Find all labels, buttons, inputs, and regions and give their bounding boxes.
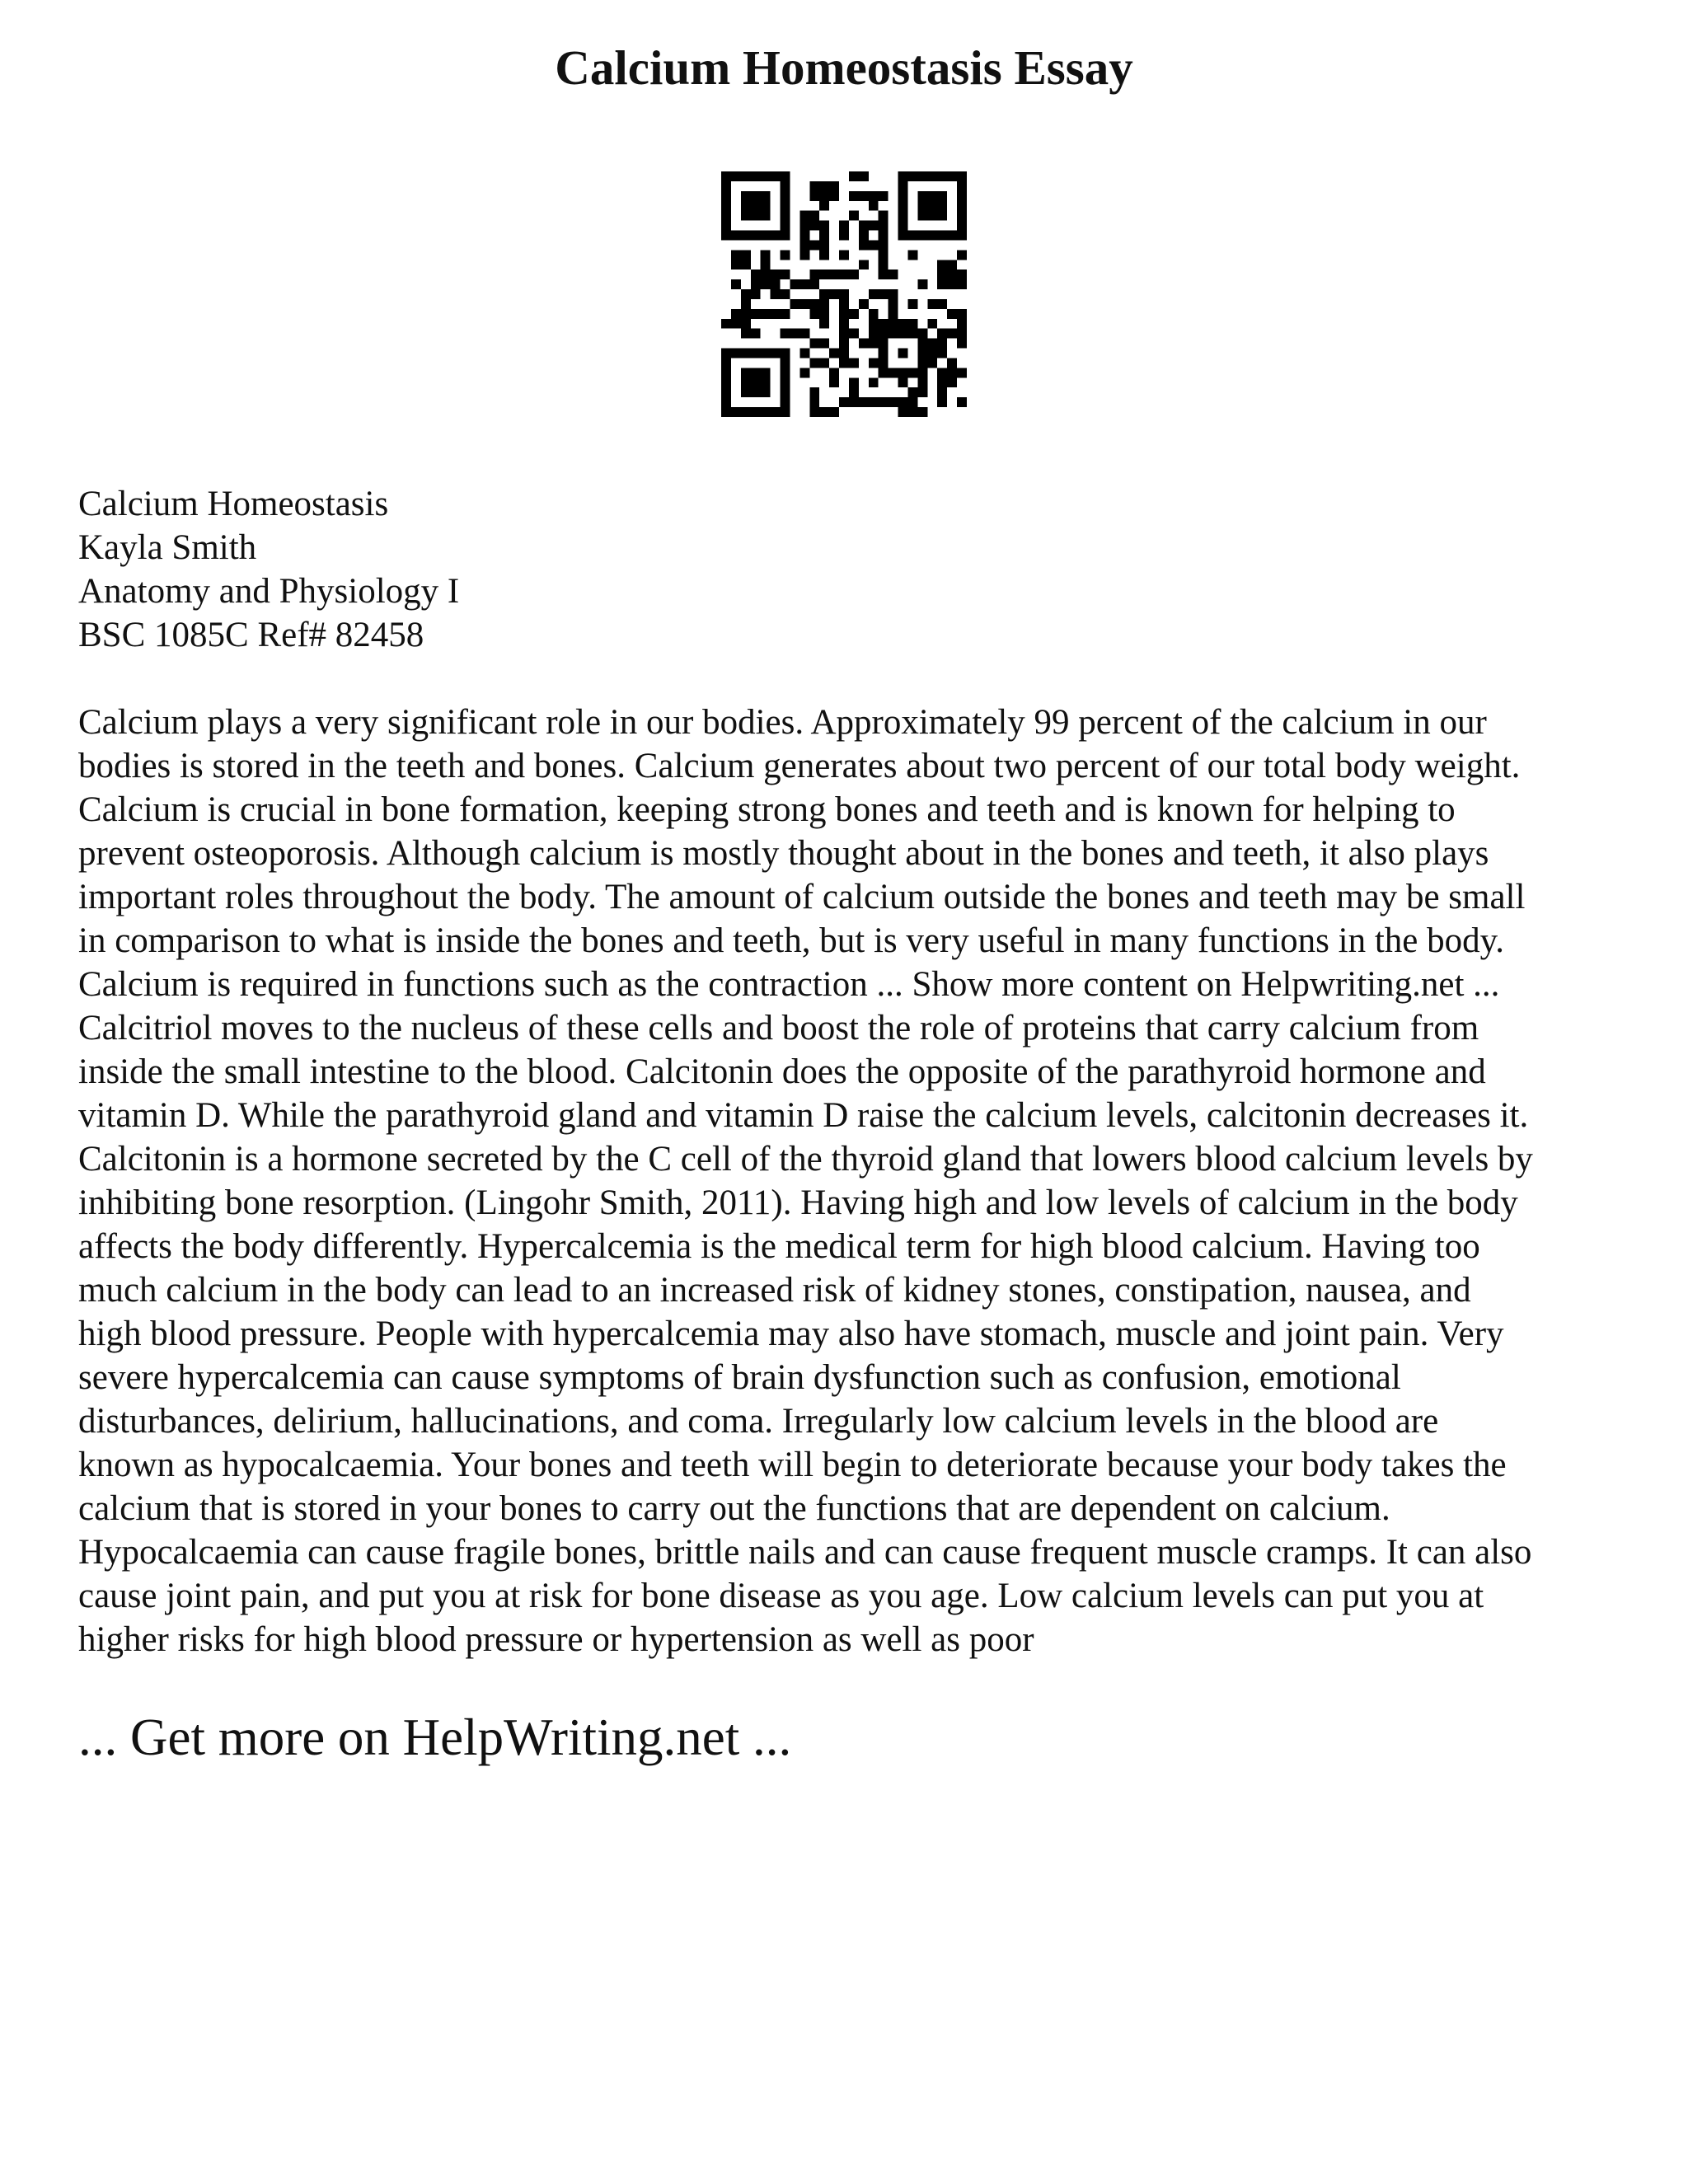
- document-header-info: [78, 482, 1611, 657]
- body-line: vitamin D. While the parathyroid gland and vitamin D raise the calcium levels, calcitonin decreases it.: [78, 1096, 1529, 1135]
- body-line: known as hypocalcaemia. Your bones and teeth will begin to deteriorate because your body takes the: [78, 1446, 1507, 1484]
- body-line: Calcium is crucial in bone formation, keeping strong bones and teeth and is known for helping to: [78, 790, 1456, 829]
- body-line: calcium that is stored in your bones to carry out the functions that are dependent on calcium.: [78, 1489, 1390, 1528]
- body-line: Calcium is required in functions such as the contraction ... Show more content on Helpwriting.net ...: [78, 965, 1500, 1004]
- body-line: severe hypercalcemia can cause symptoms of brain dysfunction such as confusion, emotional: [78, 1358, 1401, 1397]
- body-line: Calcitonin is a hormone secreted by the C cell of the thyroid gland that lowers blood calcium levels by: [78, 1140, 1533, 1179]
- header-line-course-ref: BSC 1085C Ref# 82458: [78, 616, 424, 654]
- body-line: inhibiting bone resorption. (Lingohr Smith, 2011). Having high and low levels of calcium in the body: [78, 1183, 1518, 1222]
- header-line-course-name: Anatomy and Physiology I: [78, 572, 460, 611]
- body-line: bodies is stored in the teeth and bones. Calcium generates about two percent of our total body weight.: [78, 747, 1521, 785]
- body-line: cause joint pain, and put you at risk for bone disease as you age. Low calcium levels can put you at: [78, 1577, 1484, 1615]
- body-line: Calcitriol moves to the nucleus of these cells and boost the role of proteins that carry calcium from: [78, 1009, 1479, 1047]
- body-line: high blood pressure. People with hypercalcemia may also have stomach, muscle and joint pain. Very: [78, 1315, 1504, 1353]
- qr-code-icon: [721, 171, 967, 417]
- body-line: inside the small intestine to the blood. Calcitonin does the opposite of the parathyroid hormone and: [78, 1052, 1486, 1091]
- body-line: higher risks for high blood pressure or hypertension as well as poor: [78, 1620, 1034, 1659]
- body-line: important roles throughout the body. The amount of calcium outside the bones and teeth may be small: [78, 878, 1526, 916]
- header-line-author: Kayla Smith: [78, 528, 257, 567]
- body-line: Hypocalcaemia can cause fragile bones, brittle nails and can cause frequent muscle cramps. It can also: [78, 1533, 1532, 1572]
- body-line: in comparison to what is inside the bones and teeth, but is very useful in many functions in the body.: [78, 921, 1505, 960]
- body-line: disturbances, delirium, hallucinations, and coma. Irregularly low calcium levels in the blood are: [78, 1402, 1439, 1441]
- body-line: prevent osteoporosis. Although calcium is mostly thought about in the bones and teeth, it also plays: [78, 834, 1489, 873]
- get-more-link[interactable]: ... Get more on HelpWriting.net ...: [78, 1708, 792, 1766]
- body-line: Calcium plays a very significant role in our bodies. Approximately 99 percent of the calcium in our: [78, 703, 1487, 742]
- body-line: affects the body differently. Hypercalcemia is the medical term for high blood calcium. Having too: [78, 1227, 1480, 1266]
- document-title: Calcium Homeostasis Essay: [555, 40, 1133, 95]
- header-line-course-topic: Calcium Homeostasis: [78, 485, 389, 523]
- essay-body: [78, 701, 1611, 1661]
- body-line: much calcium in the body can lead to an increased risk of kidney stones, constipation, nausea, and: [78, 1271, 1471, 1310]
